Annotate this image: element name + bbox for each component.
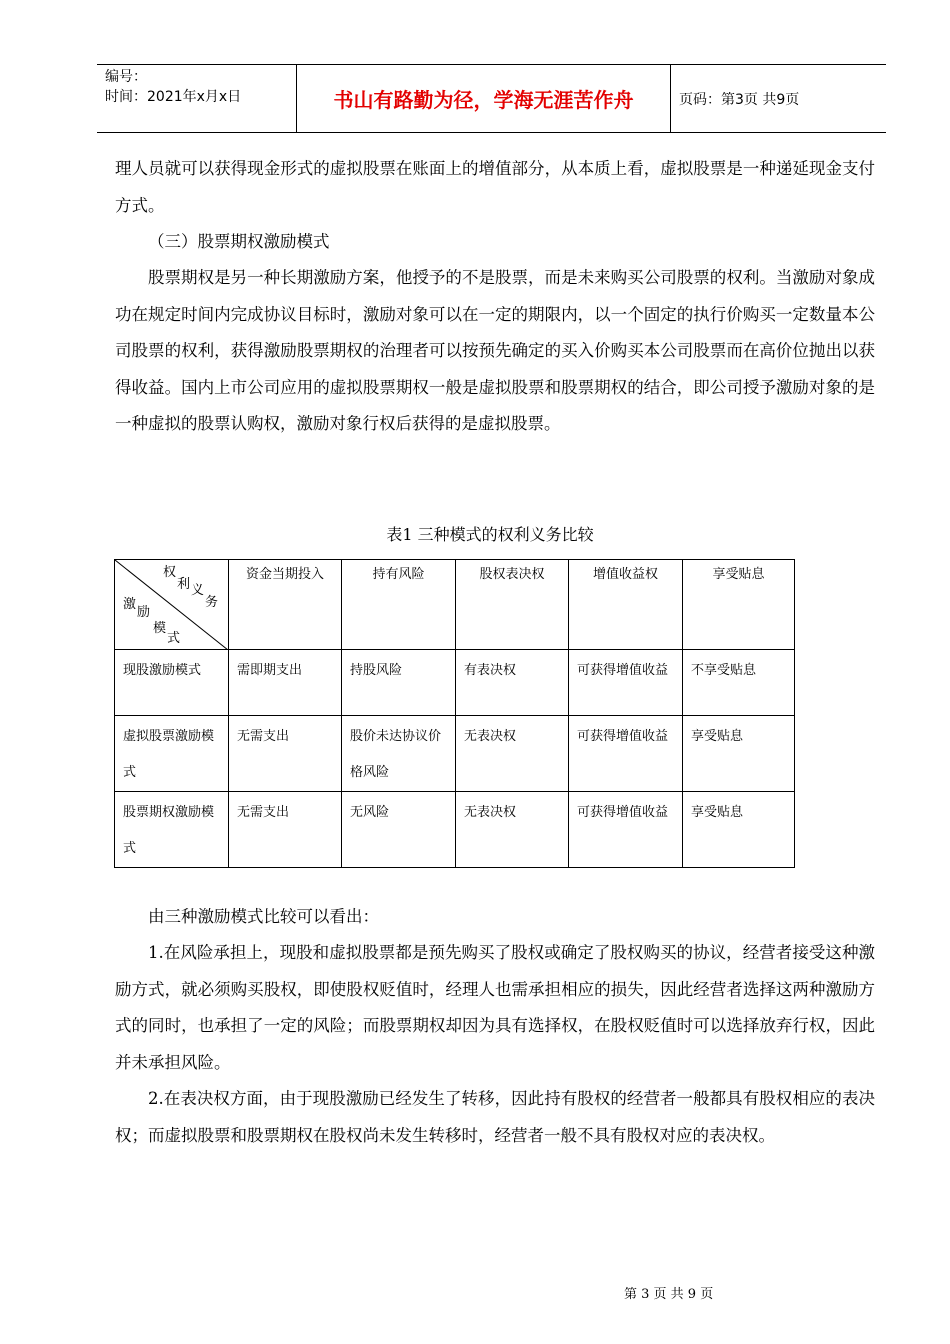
table-cell: 持股风险: [342, 650, 456, 716]
table-cell: 享受贴息: [683, 792, 795, 868]
table-cell: 无需支出: [229, 716, 342, 792]
paragraph-2: 股票期权是另一种长期激励方案，他授予的不是股票，而是未来购买公司股票的权利。当激励对象成功在规定时间内完成协议目标时，激励对象可以在一定的期限内，以一个固定的执行价购买一定数量本公司股票的权利，获得激励股票期权的治理者可以按预先确定的买入价购买本公司股票而在高价位抛出以获得收益。国内上市公司应用的虚拟股票期权一般是虚拟股票和股票期权的结合，即公司授予激励对象的是一种虚拟的股票认购权，激励对象行权后获得的是虚拟股票。: [115, 268, 875, 433]
diag-top-char-2: 利: [177, 577, 191, 592]
diag-bottom-char-1: 激: [123, 597, 137, 612]
column-header: 增值收益权: [569, 560, 683, 650]
diag-top-char-4: 务: [205, 595, 219, 610]
table-cell: 可获得增值收益: [569, 716, 683, 792]
paragraph-3: 由三种激励模式比较可以看出：: [148, 907, 379, 926]
column-header: 股权表决权: [456, 560, 569, 650]
section-heading-3: （三）股票期权激励模式: [148, 232, 330, 251]
table-row: [115, 650, 795, 716]
column-header: 持有风险: [342, 560, 456, 650]
doc-number-label: 编号：: [105, 69, 147, 85]
table-cell: 股价未达协议价格风险: [342, 716, 456, 792]
table-cell: 可获得增值收益: [569, 650, 683, 716]
diagonal-header-cell: [115, 560, 229, 650]
paragraph-5: 2.在表决权方面，由于现股激励已经发生了转移，因此持有股权的经营者一般都具有股权相应的表决权；而虚拟股票和股票期权在股权尚未发生转移时，经营者一般不具有股权对应的表决权。: [115, 1089, 875, 1145]
header-page-info: 页码：第3页 共9页: [679, 91, 800, 108]
table-cell: 不享受贴息: [683, 650, 795, 716]
paragraph-4: 1.在风险承担上，现股和虚拟股票都是预先购买了股权或确定了股权购买的协议，经营者接受这种激励方式，就必须购买股权，即使股权贬值时，经理人也需承担相应的损失，因此经营者选择这两种激励方式的同时，也承担了一定的风险；而股票期权却因为具有选择权，在股权贬值时可以选择放弃行权，因此并未承担风险。: [115, 943, 875, 1072]
comparison-table: [114, 559, 795, 868]
table-cell: 享受贴息: [683, 716, 795, 792]
row-mode-label: 虚拟股票激励模式: [115, 716, 229, 792]
table-cell: 无需支出: [229, 792, 342, 868]
column-header: 资金当期投入: [229, 560, 342, 650]
diag-top-char-3: 义: [191, 583, 205, 598]
table-cell: 无表决权: [456, 716, 569, 792]
doc-time-label: 时间：2021年x月x日: [105, 89, 242, 105]
table-caption: 表1 三种模式的权利义务比较: [386, 525, 594, 544]
diag-bottom-char-2: 励: [137, 605, 151, 620]
row-mode-label: 股票期权激励模式: [115, 792, 229, 868]
column-header: 享受贴息: [683, 560, 795, 650]
table-row: [115, 716, 795, 792]
diag-bottom-char-3: 模: [153, 621, 167, 636]
paragraph-1: 理人员就可以获得现金形式的虚拟股票在账面上的增值部分，从本质上看，虚拟股票是一种递延现金支付方式。: [115, 159, 875, 215]
table-header-row: [115, 560, 795, 650]
header-meta: [97, 65, 297, 132]
row-mode-label: 现股激励模式: [115, 650, 229, 716]
table-cell: 无表决权: [456, 792, 569, 868]
page-header: [97, 64, 886, 133]
table-cell: 无风险: [342, 792, 456, 868]
diag-top-char-1: 权: [163, 565, 177, 580]
table-cell: 有表决权: [456, 650, 569, 716]
diag-bottom-char-4: 式: [167, 631, 181, 646]
table-row: [115, 792, 795, 868]
table-cell: 可获得增值收益: [569, 792, 683, 868]
header-motto: 书山有路勤为径，学海无涯苦作舟: [297, 65, 671, 132]
table-cell: 需即期支出: [229, 650, 342, 716]
page-footer: 第 3 页 共 9 页: [624, 1287, 714, 1302]
